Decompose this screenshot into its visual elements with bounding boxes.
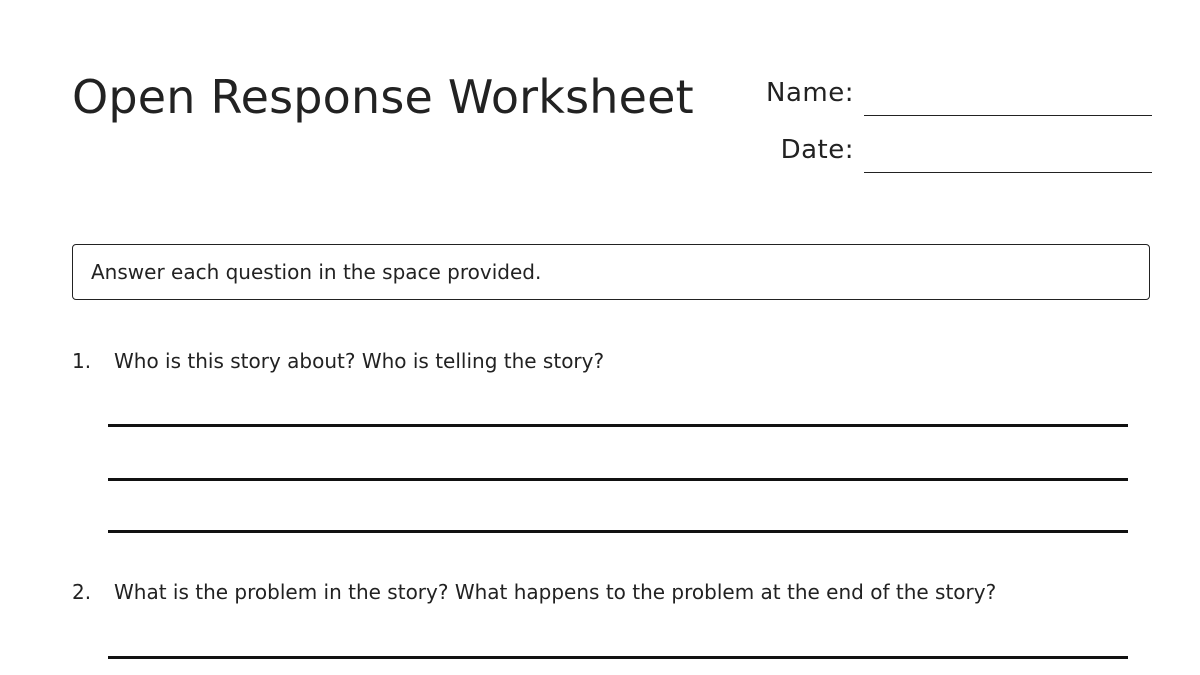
instructions-box xyxy=(72,244,1150,300)
question-number: 2. xyxy=(72,580,92,604)
name-field-line[interactable] xyxy=(864,115,1152,116)
instructions-text: Answer each question in the space provided. xyxy=(91,260,542,284)
answer-line-q1-3[interactable] xyxy=(108,530,1128,533)
answer-line-q1-1[interactable] xyxy=(108,424,1128,427)
name-row xyxy=(700,78,1152,118)
question-number: 1. xyxy=(72,349,92,373)
question-text: What is the problem in the story? What happens to the problem at the end of the story? xyxy=(114,580,997,604)
date-row xyxy=(700,135,1152,175)
page-title: Open Response Worksheet xyxy=(72,70,694,124)
answer-line-q1-2[interactable] xyxy=(108,478,1128,481)
name-label: Name: xyxy=(766,78,854,108)
answer-line-q2-1[interactable] xyxy=(108,656,1128,659)
date-label: Date: xyxy=(780,135,854,165)
question-text: Who is this story about? Who is telling the story? xyxy=(114,349,605,373)
date-field-line[interactable] xyxy=(864,172,1152,173)
